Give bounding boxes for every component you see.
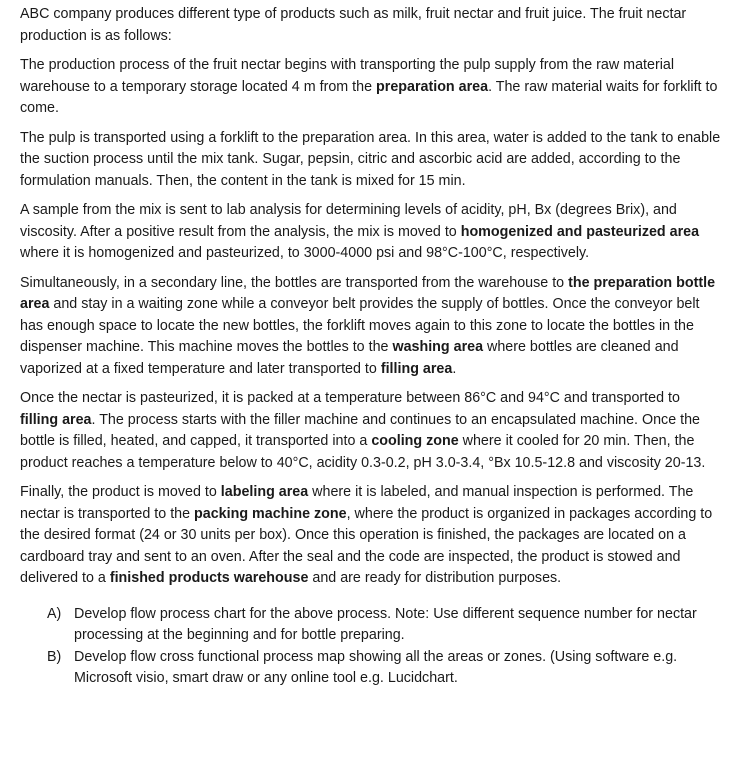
question-a xyxy=(47,604,722,647)
paragraph-filling: Once the nectar is pasteurized, it is packed at a temperature between 86°C and 94°C and transported to filling area. The process starts with the filler machine and continues to an encapsulated machine. Once the bottle is filled, heated, and capped, it transported into a cooling zone where it cooled for 20 min. Then, the product reaches a temperature below to 40°C, acidity 0.3-0.2, pH 3.0-3.4, °Bx 10.5-12.8 and viscosity 20-13. xyxy=(20,390,706,471)
bold-term: packing machine zone xyxy=(194,505,347,522)
bold-term: labeling area xyxy=(220,484,309,500)
paragraph-labeling-packing: Finally, the product is moved to labeling area where it is labeled, and manual inspection is performed. The nectar is transported to the packing machine zone, where the product is organized in packages according to the desired format (24 or 30 units per box). Once this operation is finished, the packages are located on a cardboard tray and sent to an oven. After the seal and the code are inspected, the product is stowed and delivered to a finished products warehouse and are ready for distribution purposes. xyxy=(20,484,713,586)
bold-term: homogenized and pasteurized area xyxy=(460,223,700,240)
question-letter: B) xyxy=(47,648,62,665)
question-b xyxy=(47,647,722,690)
paragraph-pulp-transport: The production process of the fruit nectar begins with transporting the pulp supply from the raw material warehouse to a temporary storage located 4 m from the preparation area. The raw material waits for forklift to come. xyxy=(20,57,718,116)
bold-term: washing area xyxy=(392,339,484,355)
bold-term: filling area xyxy=(380,360,453,377)
question-letter: A) xyxy=(47,605,62,622)
question-list xyxy=(20,604,722,690)
bold-term: finished products warehouse xyxy=(109,570,309,586)
bold-term: the preparation bottle area xyxy=(20,274,716,312)
question-text: Develop flow cross functional process map showing all the areas or zones. (Using software e.g. Microsoft visio, smart draw or any online tool e.g. Lucidchart. xyxy=(74,648,678,686)
bold-term: preparation area xyxy=(376,78,489,95)
paragraph-bottle-line: Simultaneously, in a secondary line, the bottles are transported from the warehouse to the preparation bottle area and stay in a waiting zone while a conveyor belt provides the supply of bottles. Once the conveyor belt has enough space to locate the new bottles, the forklift moves again to this zone to locate the bottles in the dispenser machine. This machine moves the bottles to the washing area where bottles are cleaned and vaporized at a fixed temperature and later transported to filling area. xyxy=(20,274,716,377)
paragraph-intro: ABC company produces different type of products such as milk, fruit nectar and fruit juice. The fruit nectar production is as follows: xyxy=(20,6,687,44)
paragraph-preparation: The pulp is transported using a forklift to the preparation area. In this area, water is added to the tank to enable the suction process until the mix tank. Sugar, pepsin, citric and ascorbic acid are added, according to the formulation manuals. Then, the content in the tank is mixed for 15 min. xyxy=(20,129,721,189)
bold-term: cooling zone xyxy=(371,433,459,449)
question-text: Develop flow process chart for the above process. Note: Use different sequence number for nectar processing at the beginning and for bottle preparing. xyxy=(74,605,697,643)
bold-term: filling area xyxy=(20,411,92,428)
paragraph-lab-analysis: A sample from the mix is sent to lab analysis for determining levels of acidity, pH, Bx (degrees Brix), and viscosity. After a positive result from the analysis, the mix is moved to homogenized and pasteurized area where it is homogenized and pasteurized, to 3000-4000 psi and 98°C-100°C, respectively. xyxy=(20,202,700,261)
